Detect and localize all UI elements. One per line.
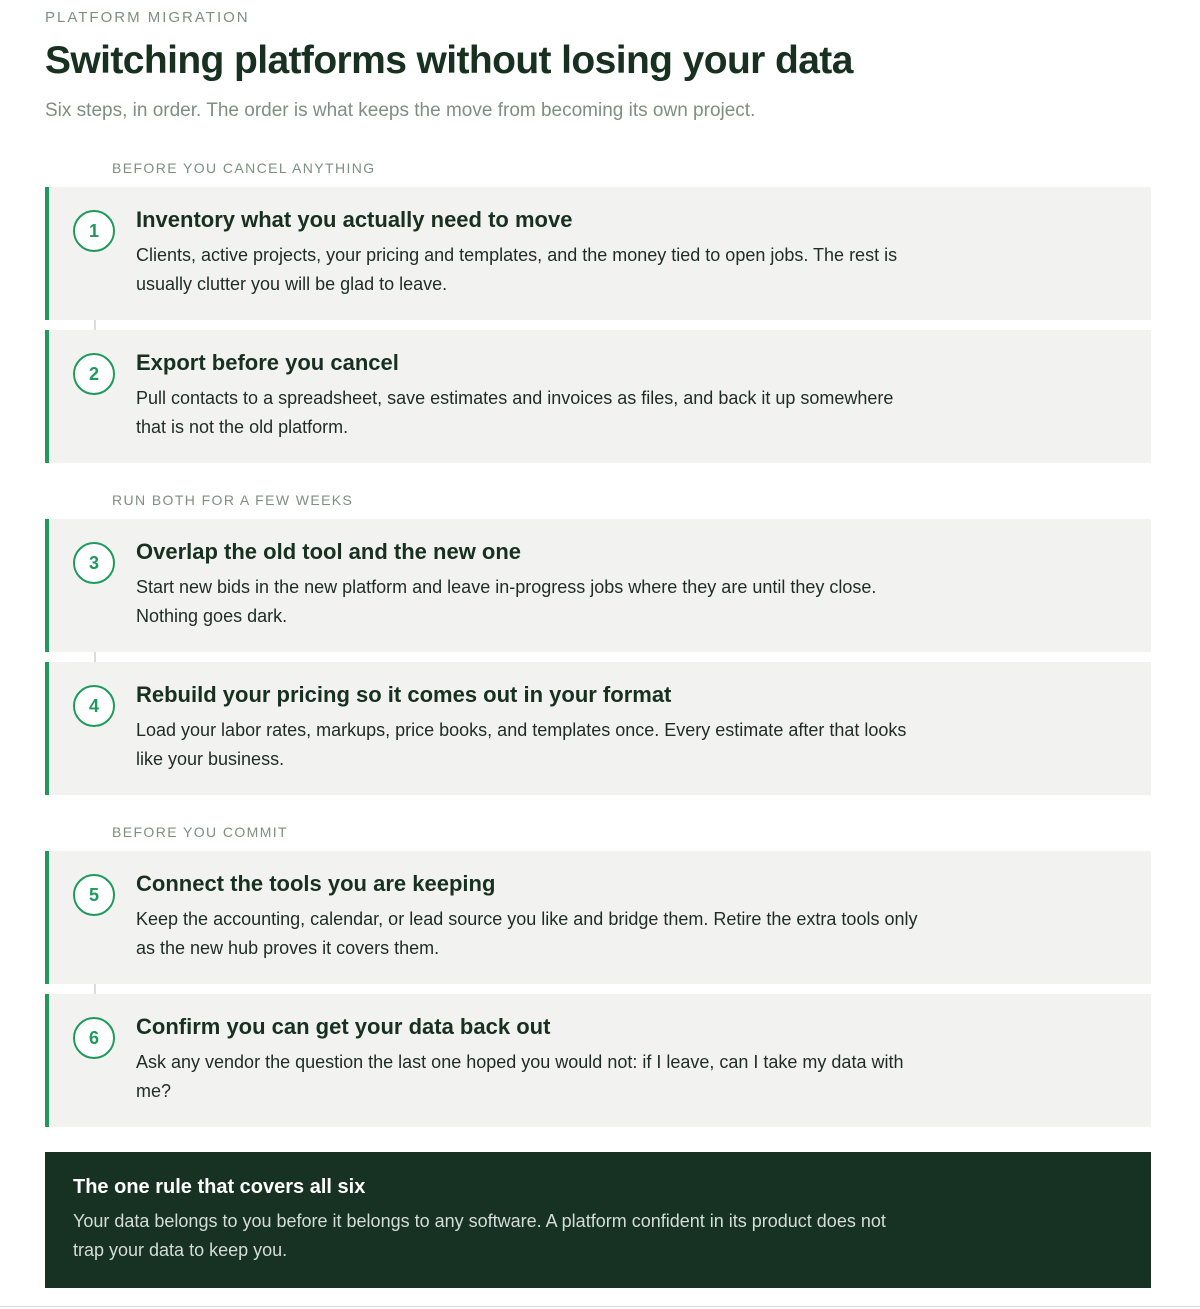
- step-description: Ask any vendor the question the last one hoped you would not: if I leave, can I take my data with me?: [136, 1052, 904, 1101]
- step-title: Overlap the old tool and the new one: [136, 539, 522, 564]
- step-card-5: [45, 851, 1151, 984]
- step-number-badge: 3: [73, 542, 115, 584]
- step-description: Pull contacts to a spreadsheet, save estimates and invoices as files, and back it up somewhere that is not the old platform.: [136, 388, 894, 437]
- step-title: Inventory what you actually need to move: [136, 207, 573, 232]
- step-title: Rebuild your pricing so it comes out in your format: [136, 682, 672, 707]
- step-description: Keep the accounting, calendar, or lead source you like and bridge them. Retire the extra tools only as the new hub proves it covers them.: [136, 909, 918, 958]
- section-label-before-cancel: BEFORE YOU CANCEL ANYTHING: [112, 160, 376, 176]
- page-title: Switching platforms without losing your data: [45, 39, 853, 82]
- step-title: Connect the tools you are keeping: [136, 871, 496, 896]
- step-title: Confirm you can get your data back out: [136, 1014, 551, 1039]
- step-number-badge: 2: [73, 353, 115, 395]
- step-card-3: [45, 519, 1151, 652]
- eyebrow-label: PLATFORM MIGRATION: [45, 9, 250, 26]
- section-label-before-commit: BEFORE YOU COMMIT: [112, 824, 288, 840]
- step-number-badge: 1: [73, 210, 115, 252]
- page-subtitle: Six steps, in order. The order is what keeps the move from becoming its own project.: [45, 100, 756, 121]
- step-connector: [94, 320, 96, 330]
- rule-title: The one rule that covers all six: [73, 1176, 366, 1198]
- step-connector: [94, 652, 96, 662]
- step-number-badge: 5: [73, 874, 115, 916]
- rule-callout: [45, 1152, 1151, 1288]
- step-description: Clients, active projects, your pricing and templates, and the money tied to open jobs. The rest is usually clutter you will be glad to leave.: [136, 245, 898, 294]
- step-card-4: [45, 662, 1151, 795]
- step-card-1: [45, 187, 1151, 320]
- step-card-6: [45, 994, 1151, 1127]
- step-connector: [94, 984, 96, 994]
- step-number-badge: 6: [73, 1017, 115, 1059]
- rule-description: Your data belongs to you before it belongs to any software. A platform confident in its product does not trap your data to keep you.: [73, 1211, 886, 1260]
- step-card-2: [45, 330, 1151, 463]
- step-description: Load your labor rates, markups, price books, and templates once. Every estimate after that looks like your business.: [136, 720, 907, 769]
- step-title: Export before you cancel: [136, 350, 399, 375]
- step-number-badge: 4: [73, 685, 115, 727]
- step-description: Start new bids in the new platform and leave in-progress jobs where they are until they close. Nothing goes dark.: [136, 577, 877, 626]
- page-bottom-divider: [0, 1306, 1200, 1307]
- section-label-run-both: RUN BOTH FOR A FEW WEEKS: [112, 492, 354, 508]
